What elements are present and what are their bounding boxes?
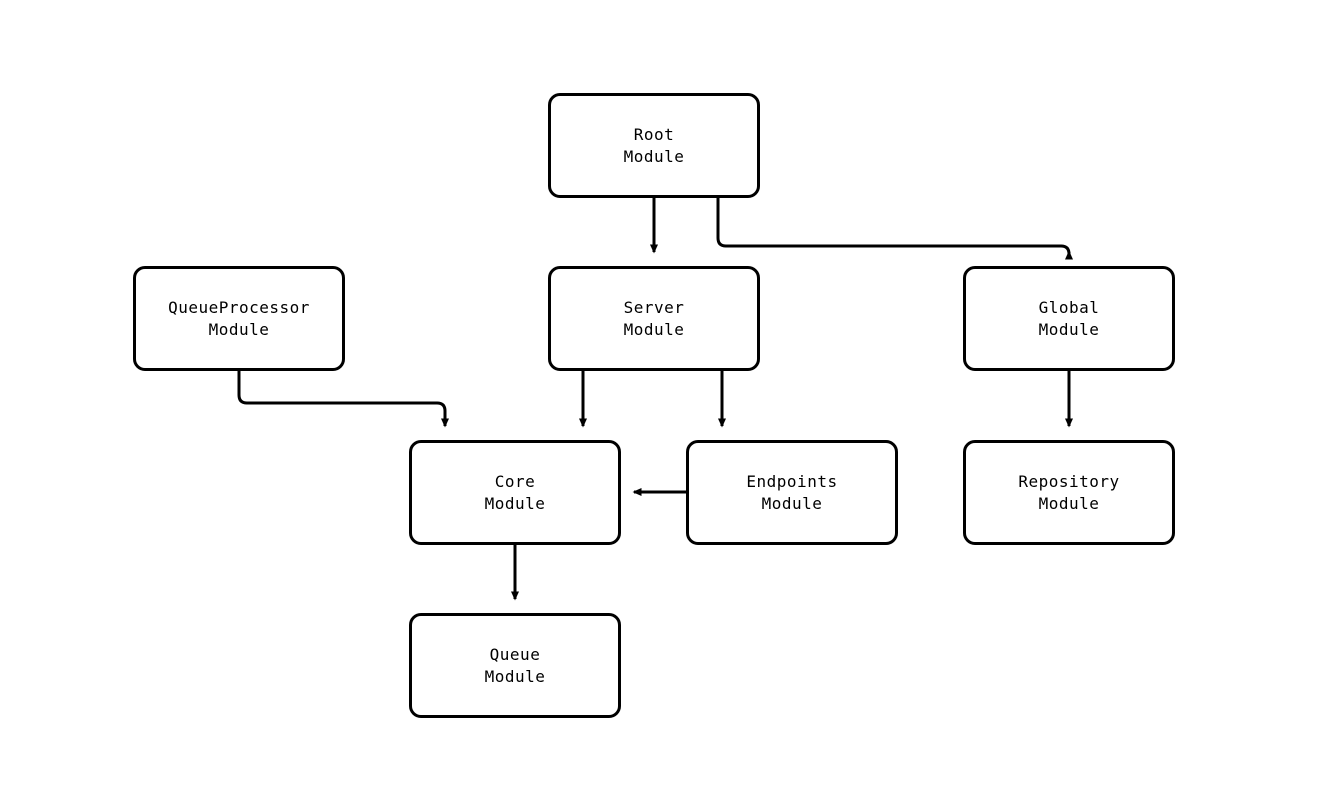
node-label-line2: Module — [1038, 319, 1100, 339]
node-global-module[interactable] — [963, 266, 1175, 371]
node-label-line1: Server — [623, 297, 685, 317]
node-queueprocessor-module[interactable] — [133, 266, 345, 371]
node-label-line1: Global — [1038, 297, 1100, 317]
edge-root-to-global — [718, 198, 1069, 254]
node-label-line2: Module — [1038, 493, 1100, 513]
node-label-line2: Module — [623, 319, 685, 339]
node-label-line2: Module — [208, 319, 270, 339]
node-endpoints-module[interactable] — [686, 440, 898, 545]
node-repository-module[interactable] — [963, 440, 1175, 545]
node-root-module[interactable] — [548, 93, 760, 198]
node-label-line1: Repository — [1018, 471, 1120, 491]
node-label-line1: Queue — [489, 644, 541, 664]
node-label-line2: Module — [484, 666, 546, 686]
node-label-line1: Endpoints — [746, 471, 838, 491]
node-server-module[interactable] — [548, 266, 760, 371]
node-label-line1: QueueProcessor — [168, 297, 310, 317]
node-label-line1: Core — [494, 471, 536, 491]
node-queue-module[interactable] — [409, 613, 621, 718]
node-core-module[interactable] — [409, 440, 621, 545]
node-label-line2: Module — [623, 146, 685, 166]
node-label-line2: Module — [484, 493, 546, 513]
edge-queueprocessor-to-core — [239, 371, 445, 426]
node-label-line1: Root — [633, 124, 675, 144]
node-label-line2: Module — [761, 493, 823, 513]
